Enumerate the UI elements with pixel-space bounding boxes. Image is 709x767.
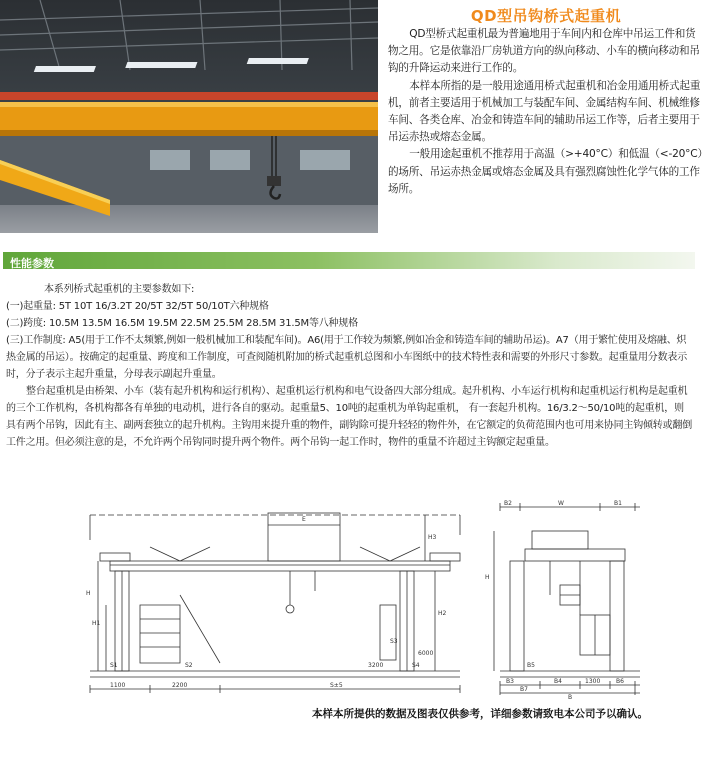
label-B7: B7 [520, 686, 528, 693]
intro-paragraph-1: QD型桥式起重机最为普遍地用于车间内和仓库中吊运工件和货物之用。它是依靠沿厂房轨道方向的纵向移动、小车的横向移动和吊钩的升降运动来进行工作的。 [388, 28, 700, 75]
label-B2: B2 [504, 500, 512, 507]
intro-paragraph-2: 本样本所指的是一般用途通用桥式起重机和冶金用通用桥式起重机，前者主要适用于机械加工与装配车间、金属结构车间、机械维修车间、各类仓库、冶金和铸造车间的辅助吊运工作等，后者主要用于吊运赤热或熔态金属。 [388, 79, 701, 144]
label-3200: 3200 [368, 662, 384, 669]
label-6000: 6000 [418, 650, 434, 657]
page-title: QD型吊钩桥式起重机 [470, 7, 622, 25]
params-composition: 整台起重机是由桥架、小车（装有起升机构和运行机构）、起重机运行机构和电气设备四大部分组成。起升机构、小车运行机构和起重机运行机构是起重机的三个工作机构，各机构都各有单独的电动机，进行各自的驱动。起重量5、10吨的起重机为单钩起重机， 有一套起升机构。16/3.2～50/10吨的起重机，则具有两个吊钩，因此有主、副两套独立的起升机构。主钩用来提升重的物件，副钩除可提升轻轻的物件外，在它额定的负荷范围内也可用来协同主钩倾转或翻倒工件之用。但必须注意的是，不允许两个吊钩同时提升两个物件。两个吊钩一起工作时，物件的重量不许超过主钩额定起重量。 [6, 386, 692, 448]
label-B1: B1 [614, 500, 622, 507]
label-H2: H2 [438, 610, 447, 617]
label-S2: S2 [185, 662, 193, 669]
label-S4: S4 [412, 662, 420, 669]
label-side-H: H [485, 574, 490, 581]
label-span: S±5 [330, 682, 343, 689]
section-heading-bar [3, 252, 695, 269]
side-elevation-drawing [494, 503, 640, 695]
label-B3: B3 [506, 678, 514, 685]
label-1300: 1300 [585, 678, 601, 685]
params-item-capacity: (一)起重量: 5T 10T 16/3.2T 20/5T 32/5T 50/10T六种规格 [6, 301, 269, 312]
label-H: H [86, 590, 91, 597]
disclaimer-note: 本样本所提供的数据及图表仅供参考，详细参数请致电本公司予以确认。 [312, 708, 648, 720]
label-H1: H1 [92, 620, 101, 627]
intro-paragraph-3: 一般用途起重机不推荐用于高温（>+40°C）和低温（<-20°C）的场所、吊运赤热金属或熔态金属及具有强烈腐蚀性化学气体的工作场所。 [388, 148, 703, 195]
label-S3: S3 [390, 638, 398, 645]
crane-photo [0, 0, 378, 233]
label-B: B [568, 694, 573, 701]
params-lead: 本系列桥式起重机的主要参数如下: [44, 284, 195, 295]
label-2200: 2200 [172, 682, 188, 689]
params-block [6, 281, 692, 451]
intro-block [388, 0, 704, 198]
params-item-duty: (三)工作制度: A5(用于工作不太频繁,例如一般机械加工和装配车间)。A6(用于工作较为频繁,例如冶金和铸造车间的辅助吊运)。A7（用于繁忙使用及熔融、炽热金属的吊运）。按确定的起重量、跨度和工作制度，可查阅随机附加的桥式起重机总图和小车图纸中的技术特性表和需要的外形尺寸参数。起重量用分数表示时，分子表示主起升重量，分母表示副起升重量。 [6, 335, 687, 380]
label-S1: S1 [110, 662, 118, 669]
label-B4: B4 [554, 678, 562, 685]
section-heading: 性能参数 [10, 257, 54, 270]
engineering-drawings [80, 495, 640, 701]
main-elevation-drawing [90, 513, 460, 693]
label-1100: 1100 [110, 682, 126, 689]
params-item-span: (二)跨度: 10.5M 13.5M 16.5M 19.5M 22.5M 25.5M 28.5M 31.5M等八种规格 [6, 318, 358, 329]
label-B5: B5 [527, 662, 535, 669]
label-E: E [302, 516, 306, 523]
label-W: W [558, 500, 564, 507]
label-B6: B6 [616, 678, 624, 685]
label-H3: H3 [428, 534, 437, 541]
